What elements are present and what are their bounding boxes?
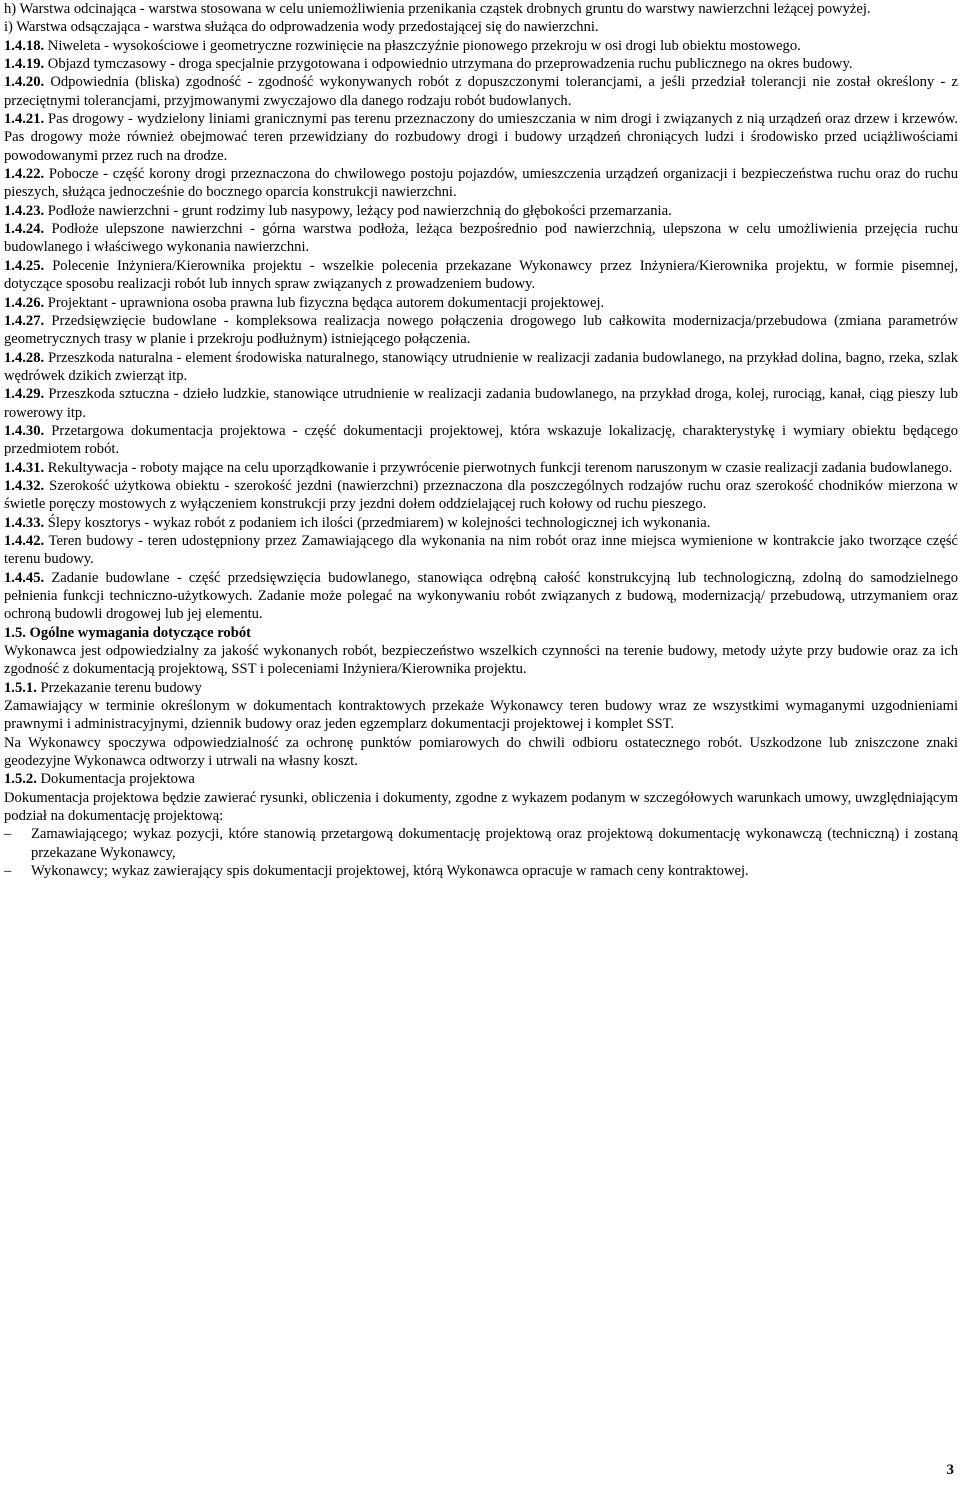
paragraph: h) Warstwa odcinająca - warstwa stosowana w celu uniemożliwienia przenikania cząstek drobnych gruntu do warstwy nawierzchni leżącej powyżej. xyxy=(4,1,871,17)
item-text: Rekultywacja - roboty mające na celu uporządkowanie i przywrócenie pierwotnych funkcji terenom naruszonym w czasie realizacji zadania budowlanego. xyxy=(44,459,953,476)
definition-paragraph xyxy=(4,257,958,294)
definition-paragraph xyxy=(4,459,958,477)
item-number: 1.4.42. xyxy=(4,532,45,549)
item-number: 1.4.24. xyxy=(4,221,45,238)
definition-paragraph xyxy=(4,55,958,73)
paragraph: Dokumentacja projektowa będzie zawierać rysunki, obliczenia i dokumenty, zgodne z wykazem podanym w szczegółowych warunkach umowy, uwzględniającym podział na dokumentację projektową: xyxy=(4,789,958,825)
item-number: 1.4.19. xyxy=(4,56,45,73)
item-text: Przekazanie terenu budowy xyxy=(36,679,202,696)
subsection-heading xyxy=(4,770,958,788)
page-number: 3 xyxy=(946,1462,954,1478)
document-page xyxy=(4,0,958,881)
item-text: Projektant - uprawniona osoba prawna lub fizyczna będąca autorem dokumentacji projektowej. xyxy=(44,294,605,311)
definition-paragraph xyxy=(4,202,958,220)
item-text: Objazd tymczasowy - droga specjalnie przygotowana i odpowiednio utrzymana do przeprowadzenia ruchu publicznego na okres budowy. xyxy=(44,56,853,73)
definition-paragraph xyxy=(4,422,958,459)
paragraph: Na Wykonawcy spoczywa odpowiedzialność za ochronę punktów pomiarowych do chwili odbioru ostatecznego robót. Uszkodzone lub zniszczone znaki geodezyjne Wykonawca odtworzy i utrwali na własny koszt. xyxy=(4,734,958,770)
definition-paragraph xyxy=(4,110,958,165)
item-number: 1.5.2. xyxy=(4,771,37,788)
item-number: 1.4.27. xyxy=(4,312,45,329)
item-text: Szerokość użytkowa obiektu - szerokość jezdni (nawierzchni) przeznaczona dla poszczególnych rodzajów ruchu oraz szerokość chodników mierzona w świetle poręczy mostowych z wyłączeniem konstrukcji przy jezdni dołem oddzielającej ruch kołowy od ruchu pieszego. xyxy=(4,477,958,513)
list-dash: – xyxy=(4,826,12,843)
item-text: Odpowiednia (bliska) zgodność - zgodność wykonywanych robót z dopuszczonymi tolerancjami, a jeśli przedział tolerancji nie został określony - z przeciętnymi tolerancjami, przyjmowanymi zwyczajowo dla danego rodzaju robót budowlanych. xyxy=(4,74,958,109)
item-text: Polecenie Inżyniera/Kierownika projektu - wszelkie polecenia przekazane Wykonawcy przez Inżyniera/Kierownika projektu, w formie pisemnej, dotyczące sposobu realizacji robót lub innych spraw związanych z prowadzeniem budowy. xyxy=(4,257,958,293)
item-text: Podłoże ulepszone nawierzchni - górna warstwa podłoża, leżąca bezpośrednio pod nawierzchnią, ulepszona w celu umożliwienia przejęcia ruchu budowlanego i właściwego wykonania nawierzchni. xyxy=(4,221,958,256)
definition-paragraph xyxy=(4,349,958,386)
definition-paragraph xyxy=(4,532,958,569)
item-text: Dokumentacja projektowa xyxy=(36,771,195,788)
list-dash: – xyxy=(4,863,12,880)
list-item xyxy=(4,825,958,862)
item-text: Przedsięwzięcie budowlane - kompleksowa realizacja nowego połączenia drogowego lub całkowita modernizacja/przebudowa (zmiana parametrów geometrycznych trasy w planie i przekroju podłużnym) istniejącego połączenia. xyxy=(4,312,958,348)
definition-paragraph xyxy=(4,220,958,257)
item-number: 1.4.28. xyxy=(4,349,45,366)
definition-paragraph xyxy=(4,73,958,110)
definition-paragraph xyxy=(4,294,958,312)
item-number: 1.4.22. xyxy=(4,166,45,183)
definition-paragraph xyxy=(4,37,958,55)
definition-paragraph xyxy=(4,569,958,624)
item-text: Przeszkoda sztuczna - dzieło ludzkie, stanowiące utrudnienie w realizacji zadania budowlanego, na przykład droga, kolej, rurociąg, kanał, ciąg pieszy lub rowerowy itp. xyxy=(4,386,958,421)
item-number: 1.4.31. xyxy=(4,459,45,476)
list-item-text: Zamawiającego; wykaz pozycji, które stanowią przetargową dokumentację projektową oraz projektową dokumentację wykonawczą (techniczną) i zostaną przekazane Wykonawcy, xyxy=(31,826,958,861)
item-number: 1.4.20. xyxy=(4,74,45,91)
subsection-heading xyxy=(4,679,958,697)
item-number: 1.4.23. xyxy=(4,202,45,219)
item-number: 1.4.45. xyxy=(4,569,45,586)
item-number: 1.4.33. xyxy=(4,514,45,531)
item-text: Ślepy kosztorys - wykaz robót z podaniem ich ilości (przedmiarem) w kolejności technologicznej ich wykonania. xyxy=(44,514,711,531)
definition-paragraph xyxy=(4,514,958,532)
paragraph: Zamawiający w terminie określonym w dokumentach kontraktowych przekaże Wykonawcy teren budowy wraz ze wszystkimi wymaganymi uzgodnieniami prawnymi i administracyjnymi, dziennik budowy oraz jeden egzemplarz dokumentacji projektowej i komplet SST. xyxy=(4,698,958,733)
section-heading: 1.5. Ogólne wymagania dotyczące robót xyxy=(4,624,251,641)
paragraph: i) Warstwa odsączająca - warstwa służąca do odprowadzenia wody przedostającej się do nawierzchni. xyxy=(4,19,599,36)
item-number: 1.4.32. xyxy=(4,477,45,494)
item-number: 1.4.25. xyxy=(4,257,45,274)
item-number: 1.5.1. xyxy=(4,679,37,696)
item-text: Pas drogowy - wydzielony liniami granicznymi pas terenu przeznaczony do umieszczania w nim drogi i związanych z nią urządzeń oraz drzew i krzewów. Pas drogowy może również obejmować teren przewidziany do rozbudowy drogi i budowy urządzeń chroniących ludzi i środowisko przed uciążliwościami powodowanymi przez ruch na drodze. xyxy=(4,111,958,164)
item-number: 1.4.18. xyxy=(4,37,45,54)
item-text: Przeszkoda naturalna - element środowiska naturalnego, stanowiący utrudnienie w realizacji zadania budowlanego, na przykład dolina, bagno, rzeka, szlak wędrówek dzikich zwierząt itp. xyxy=(4,349,958,384)
item-number: 1.4.29. xyxy=(4,386,45,403)
definition-paragraph xyxy=(4,165,958,202)
item-text: Niweleta - wysokościowe i geometryczne rozwinięcie na płaszczyźnie pionowego przekroju w osi drogi lub obiektu mostowego. xyxy=(44,37,801,54)
item-number: 1.4.30. xyxy=(4,422,45,439)
list-item-text: Wykonawcy; wykaz zawierający spis dokumentacji projektowej, którą Wykonawca opracuje w ramach ceny kontraktowej. xyxy=(31,863,749,880)
item-text: Teren budowy - teren udostępniony przez Zamawiającego dla wykonania na nim robót oraz inne miejsca wymienione w kontrakcie jako tworzące część terenu budowy. xyxy=(4,532,958,568)
item-text: Przetargowa dokumentacja projektowa - część dokumentacji projektowej, która wskazuje lokalizację, charakterystykę i wymiary obiektu będącego przedmiotem robót. xyxy=(4,422,958,458)
list-item xyxy=(4,862,958,880)
definition-paragraph xyxy=(4,385,958,422)
item-number: 1.4.21. xyxy=(4,111,45,128)
item-text: Zadanie budowlane - część przedsięwzięcia budowlanego, stanowiąca odrębną całość konstrukcyjną lub technologiczną, zdolną do samodzielnego pełnienia funkcji techniczno-użytkowych. Zadanie może polegać na wykonywaniu robót związanych z budową, modernizacją/ przebudową, utrzymaniem oraz ochroną budowli drogowej lub jej elementu. xyxy=(4,569,958,623)
item-number: 1.4.26. xyxy=(4,294,45,311)
item-text: Podłoże nawierzchni - grunt rodzimy lub nasypowy, leżący pod nawierzchnią do głębokości przemarzania. xyxy=(44,202,672,219)
definition-paragraph xyxy=(4,477,958,514)
paragraph: Wykonawca jest odpowiedzialny za jakość wykonanych robót, bezpieczeństwo wszelkich czynności na terenie budowy, metody użyte przy budowie oraz za ich zgodność z dokumentacją projektową, SST i poleceniami Inżyniera/Kierownika projektu. xyxy=(4,643,958,678)
definition-paragraph xyxy=(4,312,958,349)
item-text: Pobocze - część korony drogi przeznaczona do chwilowego postoju pojazdów, umieszczenia urządzeń organizacji i bezpieczeństwa ruchu oraz do ruchu pieszych, służąca jednocześnie do bocznego oparcia konstrukcji nawierzchni. xyxy=(4,166,958,201)
